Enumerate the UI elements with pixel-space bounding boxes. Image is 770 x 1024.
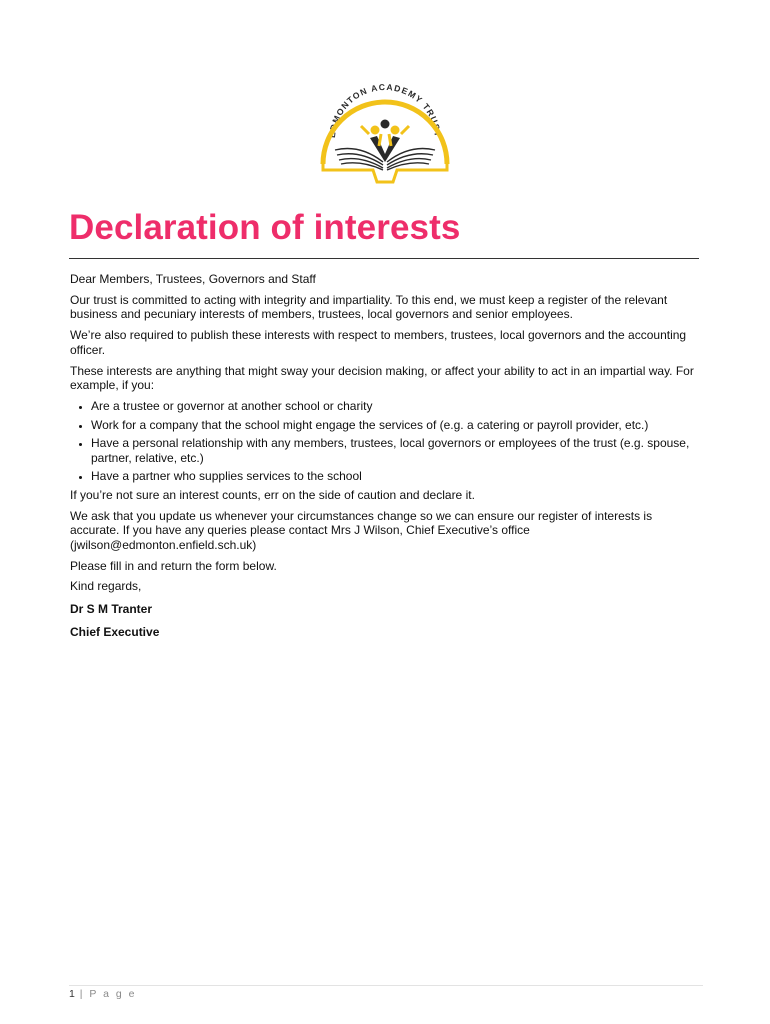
list-item: • Have a personal relationship with any members, trustees, local governors or employees of the trust (e.g. spouse, partner, relative, etc.) (91, 436, 700, 465)
logo-lettering: EDMONTON ACADEMY TRUST (326, 81, 444, 139)
paragraph-update: We ask that you update us whenever your circumstances change so we can ensure our register of interests is accurate. If you have any queries please contact Mrs J Wilson, Chief Executive’s office (jwilson@edmonton.enfield.sch.uk) (70, 508, 653, 552)
greeting: Dear Members, Trustees, Governors and Staff (70, 272, 316, 286)
examples-list (70, 399, 700, 484)
paragraph-caution: If you’re not sure an interest counts, err on the side of caution and declare it. (70, 487, 475, 502)
list-item: • Work for a company that the school might engage the services of (e.g. a catering or payroll provider, etc.) (91, 418, 700, 433)
trust-logo-emblem (315, 78, 455, 190)
footer-divider (69, 985, 703, 986)
list-item: • Are a trustee or governor at another school or charity (91, 399, 700, 414)
closing: Kind regards, (70, 579, 142, 594)
trust-logo (315, 78, 455, 190)
paragraph-return-form: Please fill in and return the form below. (70, 558, 277, 573)
title-divider (69, 258, 699, 259)
letter-body (70, 272, 700, 645)
paragraph-publish: We’re also required to publish these interests with respect to members, trustees, local governors and the accounting officer. (70, 328, 687, 357)
list-item: • Have a partner who supplies services to the school (91, 469, 700, 484)
paragraph-integrity: Our trust is committed to acting with integrity and impartiality. To this end, we must keep a register of the relevant business and pecuniary interests of members, trustees, local governors and senior employees. (70, 292, 668, 322)
page-title: Declaration of interests (69, 208, 461, 247)
signatory-name: Dr S M Tranter (70, 602, 153, 616)
page-footer (69, 988, 137, 1000)
page-label: | P a g e (79, 988, 137, 1000)
signatory-role: Chief Executive (70, 624, 160, 639)
paragraph-interests: These interests are anything that might sway your decision making, or affect your ability to act in an impartial way. For example, if you: (70, 363, 694, 393)
page-number: 1 (69, 988, 75, 1000)
svg-text:EDMONTON ACADEMY TRUST (327, 82, 443, 138)
